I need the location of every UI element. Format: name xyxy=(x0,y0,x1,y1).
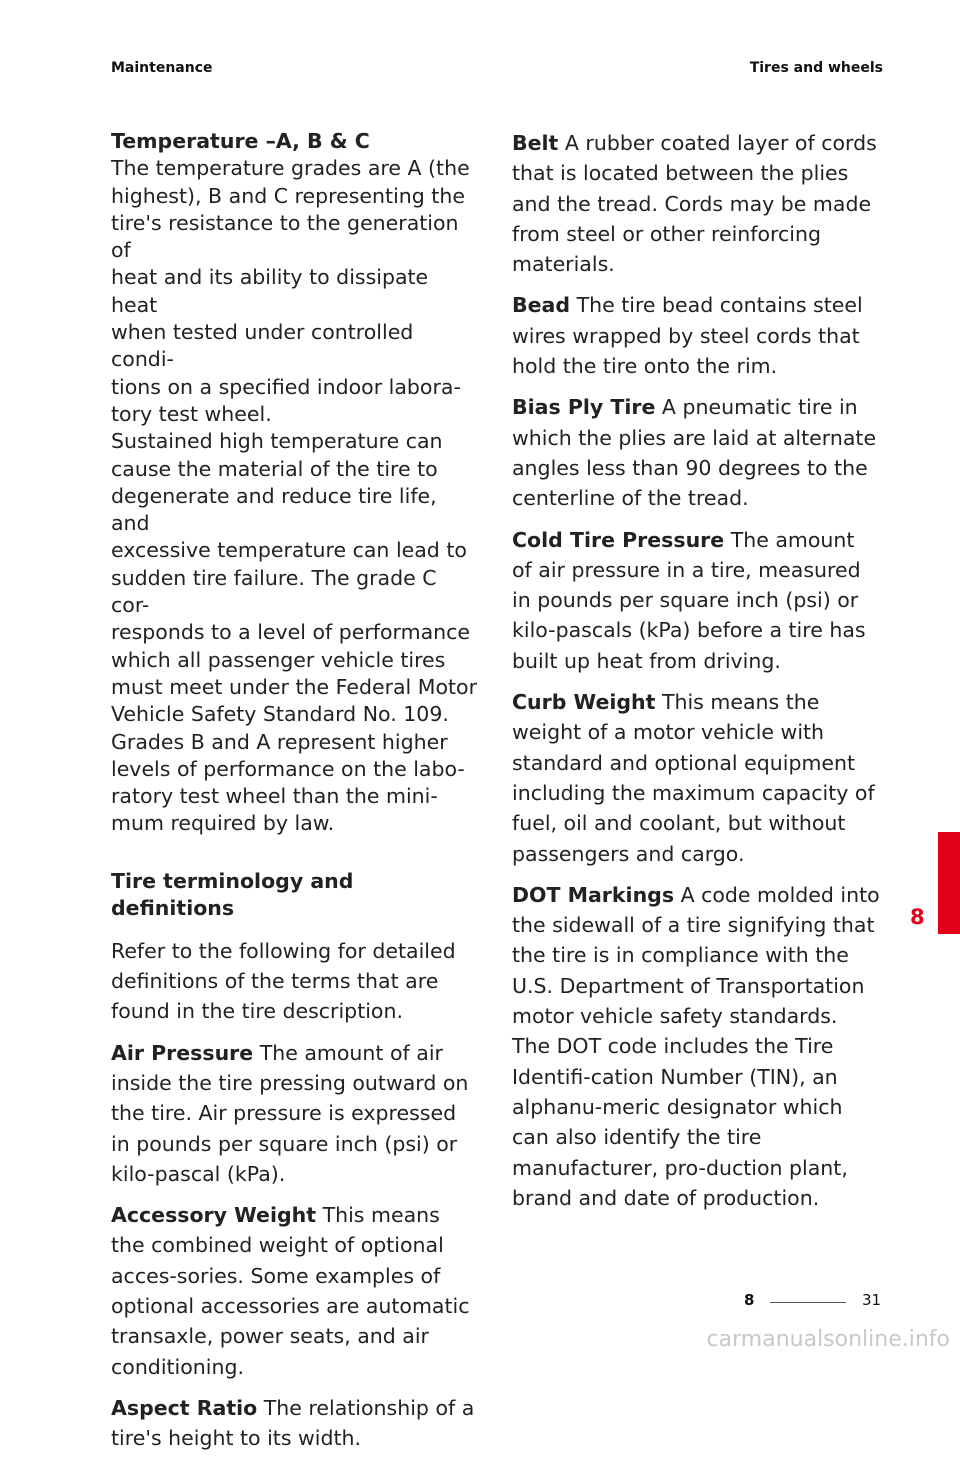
temperature-block xyxy=(111,128,479,838)
term-entry xyxy=(512,128,880,279)
left-column xyxy=(111,128,479,1464)
page-header-chapter-title: Tires and wheels xyxy=(749,60,883,76)
term-name: Cold Tire Pressure xyxy=(512,527,725,552)
term-entry xyxy=(512,525,880,676)
term-name: Air Pressure xyxy=(111,1040,254,1065)
term-name: Belt xyxy=(512,131,559,155)
temperature-line: tory test wheel. xyxy=(111,401,272,426)
term-name: Aspect Ratio xyxy=(111,1395,258,1420)
term-definition: A pneumatic tire in which the plies are laid at alternate angles less than 90 degrees to the centerline of the tread. xyxy=(512,395,877,511)
chapter-side-tab-number: 8 xyxy=(910,905,925,929)
term-definition: This means the weight of a motor vehicle with standard and optional equipment including the maximum capacity of fuel, oil and coolant, but without passengers and cargo. xyxy=(512,690,875,866)
term-name: DOT Markings xyxy=(512,882,675,907)
chapter-side-tab xyxy=(938,832,960,934)
footer-divider xyxy=(770,1302,846,1303)
temperature-line: highest), B and C representing the xyxy=(111,183,465,208)
term-name: Bias Ply Tire xyxy=(512,395,656,420)
term-entry xyxy=(512,687,880,869)
temperature-line: The temperature grades are A (the xyxy=(111,156,470,181)
temperature-line: levels of performance on the labo- xyxy=(111,756,465,781)
temperature-line: excessive temperature can lead to xyxy=(111,538,467,563)
temperature-line: responds to a level of performance xyxy=(111,620,471,645)
terminology-heading: Tire terminology and definitions xyxy=(111,868,354,920)
term-name: Curb Weight xyxy=(512,690,656,715)
temperature-line: tire's resistance to the generation of xyxy=(111,210,459,263)
temperature-line: sudden tire failure. The grade C cor- xyxy=(111,565,437,618)
temperature-line: which all passenger vehicle tires xyxy=(111,647,446,672)
term-entry xyxy=(512,290,880,381)
term-entry xyxy=(512,880,880,1213)
term-definition: The relationship of a tire's height to its width. xyxy=(111,1395,475,1451)
page-header-section: Maintenance xyxy=(111,60,213,76)
term-definition: The amount of air pressure in a tire, measured in pounds per square inch (psi) or kilo-pascals (kPa) before a tire has built up heat from driving. xyxy=(512,527,866,673)
term-definition: A code molded into the sidewall of a tire signifying that the tire is in compliance with the U.S. Department of Transportation motor vehicle safety standards. The DOT code includes the Tire Identifi-cation Number (TIN), an alphanu-meric designator which can also identify the tire manufacturer, pro-duction plant, brand and date of production. xyxy=(512,882,880,1210)
temperature-line: Grades B and A represent higher xyxy=(111,729,448,754)
term-name: Bead xyxy=(512,293,571,318)
term-name: Accessory Weight xyxy=(111,1203,317,1228)
temperature-line: must meet under the Federal Motor xyxy=(111,674,478,699)
footer-chapter-number: 8 xyxy=(744,1291,755,1309)
term-entry xyxy=(111,1200,479,1382)
temperature-line: Vehicle Safety Standard No. 109. xyxy=(111,702,449,727)
temperature-heading: Temperature –A, B & C xyxy=(111,129,370,153)
temperature-line: heat and its ability to dissipate heat xyxy=(111,265,429,317)
temperature-line: cause the material of the tire to xyxy=(111,456,438,481)
term-entry xyxy=(111,1038,479,1189)
terminology-intro: Refer to the following for detailed definitions of the terms that are found in the tire description. xyxy=(111,938,456,1024)
temperature-line: degenerate and reduce tire life, and xyxy=(111,483,437,536)
temperature-line: Sustained high temperature can xyxy=(111,429,443,454)
temperature-line: tions on a specified indoor labora- xyxy=(111,374,461,399)
term-definition: The tire bead contains steel wires wrapped by steel cords that hold the tire onto the rim. xyxy=(512,293,863,379)
term-entry xyxy=(111,1393,479,1454)
watermark: carmanualsonline.info xyxy=(706,1327,950,1352)
term-definition: The amount of air inside the tire pressing outward on the tire. Air pressure is expressed in pounds per square inch (psi) or kilo-pascal (kPa). xyxy=(111,1040,469,1186)
temperature-line: mum required by law. xyxy=(111,811,335,836)
right-column xyxy=(512,128,880,1224)
term-entry xyxy=(512,392,880,513)
term-definition: This means the combined weight of optional acces-sories. Some examples of optional accessories are automatic transaxle, power seats, and air conditioning. xyxy=(111,1203,470,1379)
temperature-line: when tested under controlled condi- xyxy=(111,320,414,372)
footer-page-number: 31 xyxy=(862,1291,882,1309)
temperature-line: ratory test wheel than the mini- xyxy=(111,784,438,809)
term-definition: A rubber coated layer of cords that is located between the plies and the tread. Cords may be made from steel or other reinforcing materials. xyxy=(512,131,877,277)
